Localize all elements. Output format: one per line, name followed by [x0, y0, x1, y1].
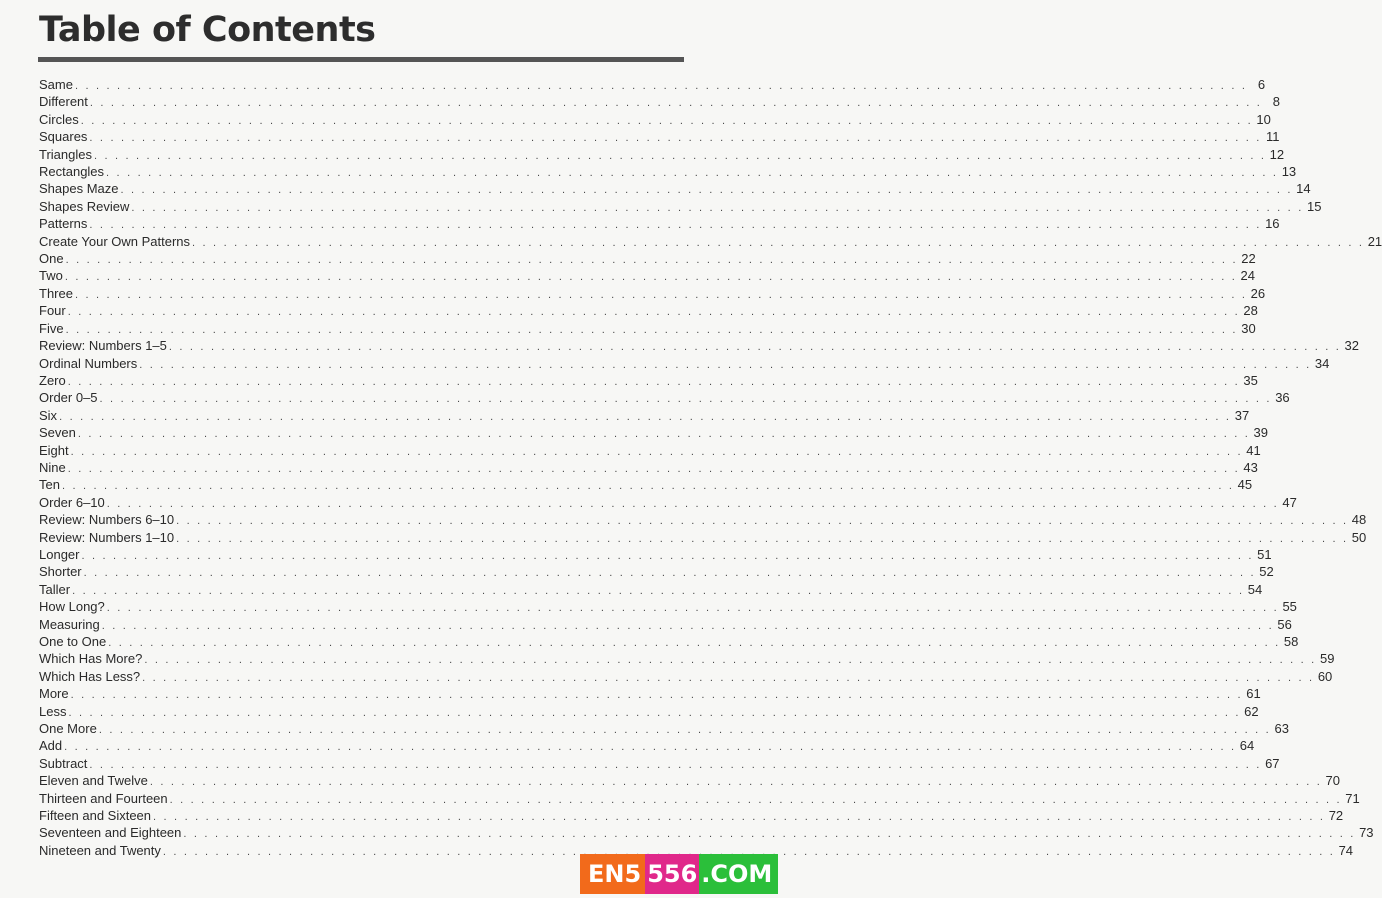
toc-entry	[39, 703, 1259, 720]
toc-entry-label: Two	[39, 268, 63, 284]
toc-entry-label: Four	[39, 303, 66, 319]
toc-entry	[39, 685, 1261, 702]
toc-leader-dots	[59, 409, 1231, 426]
toc-entry-page: 28	[1243, 303, 1258, 319]
toc-entry-label: Different	[39, 94, 88, 110]
toc-entry-label: Shorter	[39, 564, 82, 580]
toc-entry	[39, 337, 1360, 354]
toc-entry-page: 55	[1282, 599, 1297, 615]
toc-leader-dots	[68, 374, 1240, 391]
toc-leader-dots	[68, 304, 1240, 321]
toc-entry	[39, 598, 1297, 615]
toc-entry-label: Order 6–10	[39, 494, 105, 510]
toc-entry-page: 63	[1274, 721, 1289, 737]
toc-entry-label: One to One	[39, 634, 107, 649]
toc-entry	[39, 633, 1299, 650]
title-rule	[38, 57, 684, 62]
toc-entry-label: Squares	[39, 129, 88, 145]
toc-entry	[39, 755, 1280, 772]
toc-entry-page: 26	[1250, 285, 1266, 301]
toc-leader-dots	[68, 461, 1240, 478]
toc-leader-dots	[107, 600, 1279, 617]
toc-entry	[39, 163, 1297, 180]
toc-entry-label: Create Your Own Patterns	[39, 233, 191, 249]
toc-entry	[39, 842, 1354, 859]
toc-entry-page: 47	[1282, 494, 1297, 510]
toc-entry-label: Order 0–5	[39, 390, 98, 406]
toc-entry-page: 58	[1283, 634, 1299, 649]
toc-entry-label: Nineteen and Twenty	[39, 842, 161, 858]
toc-entry-page: 64	[1239, 738, 1255, 754]
toc-entry-label: How Long?	[39, 599, 105, 615]
toc-leader-dots	[90, 95, 1262, 112]
toc-entry-label: Six	[39, 407, 58, 423]
toc-entry	[39, 581, 1263, 598]
toc-leader-dots	[89, 757, 1261, 774]
toc-entry	[39, 563, 1274, 580]
toc-leader-dots	[183, 826, 1355, 843]
toc-entry-label: Triangles	[39, 146, 92, 162]
toc-leader-dots	[89, 130, 1261, 147]
toc-entry-page: 37	[1234, 407, 1250, 423]
toc-entry	[39, 389, 1290, 406]
toc-leader-dots	[100, 391, 1272, 408]
toc-entry	[39, 198, 1322, 215]
toc-entry-label: Review: Numbers 1–5	[39, 338, 167, 354]
toc-entry-label: Measuring	[39, 616, 100, 632]
toc-entry	[39, 737, 1255, 754]
toc-entry-label: Eight	[39, 442, 69, 458]
toc-leader-dots	[68, 705, 1240, 722]
toc-entry	[39, 790, 1360, 807]
toc-entry	[39, 442, 1261, 459]
toc-entry-label: Nine	[39, 459, 66, 475]
toc-entry-label: Ten	[39, 477, 60, 493]
toc-leader-dots	[72, 583, 1244, 600]
toc-entry-page: 16	[1265, 216, 1280, 232]
toc-entry-page: 72	[1328, 808, 1344, 824]
toc-entry-label: Which Has More?	[39, 651, 143, 667]
toc-entry-page: 43	[1243, 459, 1258, 475]
toc-entry	[39, 511, 1367, 528]
toc-entry	[39, 93, 1281, 110]
toc-entry-page: 14	[1296, 181, 1311, 197]
toc-leader-dots	[64, 739, 1236, 756]
toc-entry	[39, 302, 1258, 319]
toc-entry-label: More	[39, 686, 69, 702]
toc-entry-label: One More	[39, 721, 97, 737]
toc-entry-label: Five	[39, 320, 64, 336]
toc-entry-label: Which Has Less?	[39, 668, 141, 684]
toc-list	[39, 76, 1382, 859]
toc-entry-label: Review: Numbers 1–10	[39, 529, 175, 545]
toc-entry	[39, 128, 1280, 145]
toc-entry-page: 34	[1314, 355, 1330, 371]
watermark-logo	[580, 854, 773, 894]
toc-leader-dots	[144, 652, 1316, 669]
toc-entry-label: Patterns	[39, 216, 88, 232]
toc-entry-label: Longer	[39, 546, 80, 562]
toc-entry	[39, 824, 1374, 841]
watermark-part-1: EN5	[580, 854, 645, 894]
toc-entry-page: 12	[1269, 146, 1285, 162]
toc-entry	[39, 355, 1330, 372]
toc-entry-label: Shapes Review	[39, 198, 130, 214]
toc-leader-dots	[89, 217, 1261, 234]
toc-entry-page: 48	[1351, 512, 1367, 528]
toc-entry-label: Subtract	[39, 755, 88, 771]
toc-entry-page: 54	[1247, 581, 1263, 597]
toc-entry-label: Fifteen and Sixteen	[39, 808, 152, 824]
toc-leader-dots	[192, 235, 1364, 252]
watermark-part-3: .COM	[699, 854, 778, 894]
toc-entry	[39, 529, 1367, 546]
toc-entry	[39, 180, 1311, 197]
toc-leader-dots	[94, 148, 1266, 165]
toc-entry-page: 41	[1246, 442, 1261, 458]
toc-entry-page: 22	[1241, 251, 1256, 267]
toc-entry	[39, 807, 1344, 824]
toc-entry-label: Rectangles	[39, 164, 105, 180]
toc-entry-page: 10	[1256, 111, 1271, 127]
toc-entry	[39, 650, 1335, 667]
toc-entry-page: 71	[1345, 790, 1360, 806]
toc-entry-page: 52	[1259, 564, 1274, 580]
toc-entry-page: 35	[1243, 372, 1258, 388]
toc-leader-dots	[71, 444, 1243, 461]
toc-entry-page: 30	[1241, 320, 1256, 336]
toc-leader-dots	[81, 548, 1253, 565]
toc-leader-dots	[176, 513, 1348, 530]
toc-entry-label: One	[39, 251, 64, 267]
toc-entry-page: 32	[1344, 338, 1360, 354]
toc-leader-dots	[99, 722, 1271, 739]
toc-leader-dots	[121, 182, 1293, 199]
toc-leader-dots	[139, 357, 1311, 374]
toc-entry-label: Zero	[39, 372, 66, 388]
toc-leader-dots	[66, 252, 1238, 269]
toc-entry-label: Thirteen and Fourteen	[39, 790, 168, 806]
toc-leader-dots	[66, 322, 1238, 339]
toc-entry	[39, 476, 1253, 493]
toc-leader-dots	[106, 165, 1278, 182]
toc-leader-dots	[78, 426, 1250, 443]
toc-leader-dots	[169, 339, 1341, 356]
toc-entry	[39, 616, 1292, 633]
toc-leader-dots	[153, 809, 1325, 826]
toc-entry	[39, 285, 1266, 302]
toc-entry-page: 70	[1325, 773, 1341, 789]
toc-entry	[39, 494, 1297, 511]
toc-entry-page: 74	[1338, 842, 1354, 858]
toc-leader-dots	[142, 670, 1314, 687]
toc-entry-label: Taller	[39, 581, 71, 597]
toc-leader-dots	[84, 565, 1256, 582]
toc-entry-label: Seventeen and Eighteen	[39, 825, 182, 841]
toc-leader-dots	[170, 792, 1342, 809]
toc-entry-label: Add	[39, 738, 63, 754]
toc-entry	[39, 668, 1333, 685]
toc-entry	[39, 407, 1250, 424]
toc-entry-page: 36	[1275, 390, 1290, 406]
toc-entry-page: 45	[1237, 477, 1253, 493]
toc-entry	[39, 546, 1272, 563]
toc-entry	[39, 424, 1268, 441]
toc-entry-page: 59	[1319, 651, 1335, 667]
toc-leader-dots	[176, 531, 1348, 548]
toc-entry-label: Circles	[39, 111, 79, 127]
toc-leader-dots	[62, 478, 1234, 495]
toc-entry-page: 8	[1272, 94, 1281, 110]
toc-entry	[39, 250, 1256, 267]
toc-leader-dots	[75, 78, 1247, 95]
toc-entry	[39, 720, 1289, 737]
toc-entry	[39, 111, 1271, 128]
toc-entry-label: Three	[39, 285, 73, 301]
page-title: Table of Contents	[39, 10, 376, 50]
toc-entry-page: 61	[1246, 686, 1261, 702]
toc-entry-page: 21	[1367, 233, 1382, 249]
toc-entry-page: 56	[1277, 616, 1292, 632]
toc-entry	[39, 76, 1266, 93]
toc-entry-label: Eleven and Twelve	[39, 773, 148, 789]
toc-entry	[39, 215, 1280, 232]
toc-entry	[39, 267, 1255, 284]
toc-entry-page: 13	[1281, 164, 1297, 180]
toc-entry-page: 11	[1266, 129, 1280, 145]
toc-leader-dots	[75, 287, 1247, 304]
toc-entry-page: 62	[1244, 703, 1259, 719]
toc-entry	[39, 146, 1285, 163]
toc-entry-page: 39	[1253, 425, 1268, 441]
toc-leader-dots	[81, 113, 1253, 130]
toc-leader-dots	[65, 269, 1237, 286]
toc-entry	[39, 233, 1382, 250]
toc-entry-label: Shapes Maze	[39, 181, 119, 197]
toc-entry-page: 6	[1257, 77, 1266, 92]
toc-entry-label: Review: Numbers 6–10	[39, 512, 175, 528]
toc-entry-page: 15	[1306, 198, 1322, 214]
toc-leader-dots	[150, 774, 1322, 791]
toc-entry-page: 24	[1240, 268, 1255, 284]
toc-entry-page: 67	[1265, 755, 1280, 771]
toc-leader-dots	[108, 635, 1280, 652]
toc-leader-dots	[107, 496, 1279, 513]
toc-entry-label: Ordinal Numbers	[39, 355, 138, 371]
toc-leader-dots	[131, 200, 1303, 217]
watermark-part-2: 556	[645, 854, 699, 894]
toc-entry-label: Less	[39, 703, 67, 719]
toc-entry	[39, 772, 1341, 789]
toc-entry-page: 73	[1359, 825, 1374, 841]
toc-leader-dots	[71, 687, 1243, 704]
toc-entry-page: 51	[1257, 546, 1272, 562]
toc-entry-page: 50	[1351, 529, 1367, 545]
toc-entry	[39, 459, 1258, 476]
toc-entry-label: Same	[39, 77, 73, 92]
toc-entry-page: 60	[1317, 668, 1333, 684]
toc-entry-label: Seven	[39, 425, 76, 441]
toc-entry	[39, 320, 1256, 337]
toc-entry	[39, 372, 1258, 389]
toc-leader-dots	[102, 618, 1274, 635]
